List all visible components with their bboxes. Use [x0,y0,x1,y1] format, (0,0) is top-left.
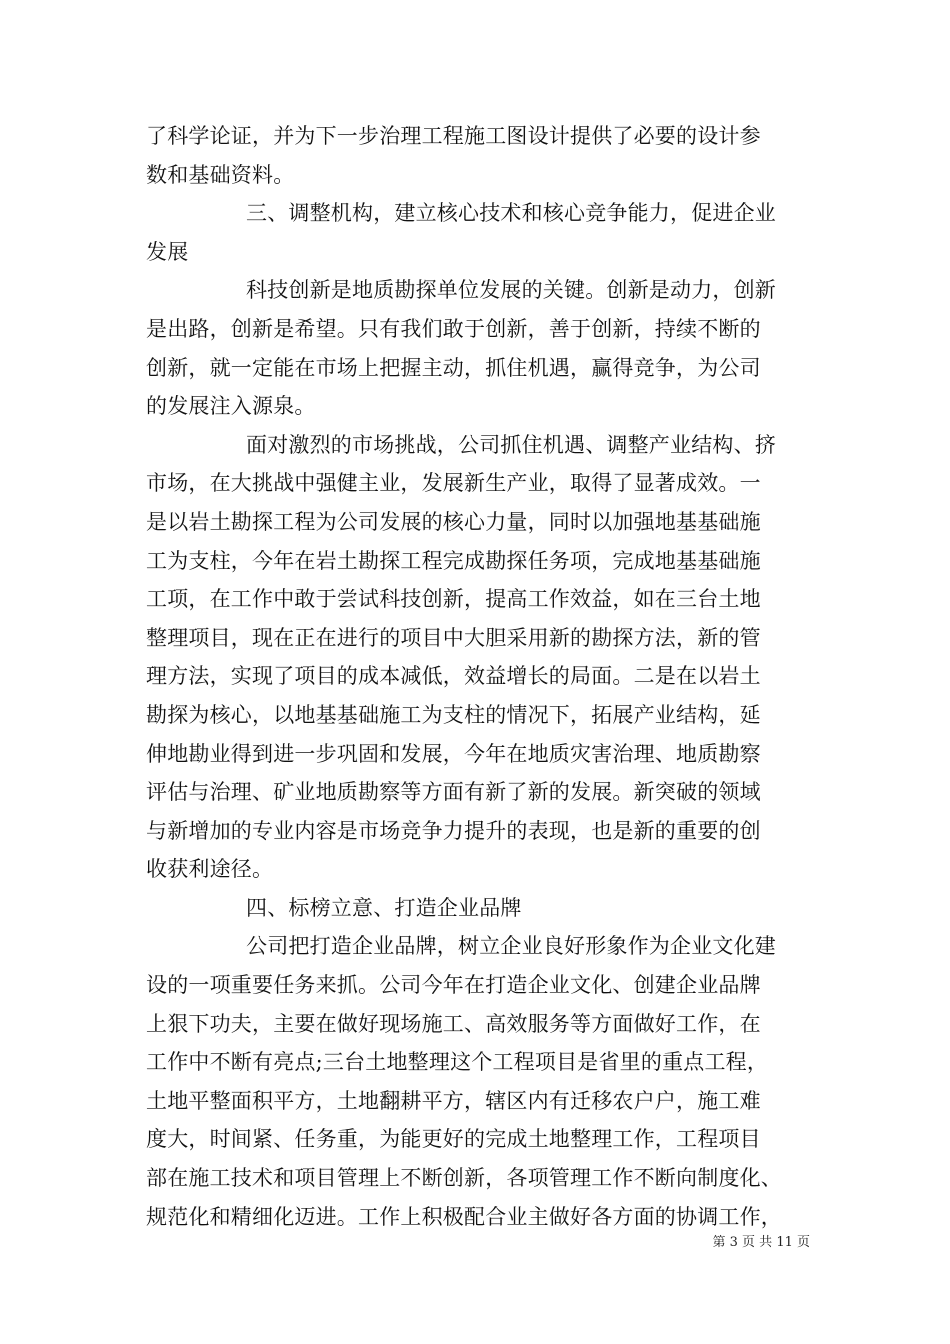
text-line: 的发展注入源泉。 [146,394,316,419]
text-line: 创新，就一定能在市场上把握主动，抓住机遇，赢得竞争，为公司 [146,355,761,380]
text-line: 市场，在大挑战中强健主业，发展新生产业，取得了显著成效。一 [146,471,761,496]
text-line: 上狠下功夫，主要在做好现场施工、高效服务等方面做好工作，在 [146,1011,761,1036]
text-line: 发展 [146,239,189,264]
text-line: 数和基础资料。 [146,162,295,187]
text-line: 工项，在工作中敢于尝试科技创新，提高工作效益，如在三台土地 [146,587,761,612]
text-line: 收获利途径。 [146,857,274,882]
text-line: 度大，时间紧、任务重，为能更好的完成土地整理工作，工程项目 [146,1127,761,1152]
page-number: 第 3 页 共 11 页 [712,1235,810,1250]
text-line: 是出路，创新是希望。只有我们敢于创新，善于创新，持续不断的 [146,316,761,341]
text-line: 四、标榜立意、打造企业品牌 [246,895,522,920]
text-line: 部在施工技术和项目管理上不断创新，各项管理工作不断向制度化、 [146,1166,782,1191]
text-line: 评估与治理、矿业地质勘察等方面有新了新的发展。新突破的领域 [146,780,761,805]
document-body [146,117,810,1236]
text-line: 面对激烈的市场挑战，公司抓住机遇、调整产业结构、挤 [246,432,776,457]
text-line: 工作中不断有亮点;三台土地整理这个工程项目是省里的重点工程， [146,1050,769,1075]
text-line: 了科学论证，并为下一步治理工程施工图设计提供了必要的设计参 [146,124,761,148]
text-line: 理方法，实现了项目的成本减低，效益增长的局面。二是在以岩土 [146,664,761,689]
text-line: 勘探为核心，以地基基础施工为支柱的情况下，拓展产业结构，延 [146,702,761,727]
text-line: 土地平整面积平方，土地翻耕平方，辖区内有迁移农户户，施工难 [146,1088,761,1113]
text-line: 工为支柱，今年在岩土勘探工程完成勘探任务项，完成地基基础施 [146,548,761,573]
text-line: 三、调整机构，建立核心技术和核心竞争能力，促进企业 [246,201,776,226]
text-line: 设的一项重要任务来抓。公司今年在打造企业文化、创建企业品牌 [146,973,761,998]
text-line: 公司把打造企业品牌，树立企业良好形象作为企业文化建 [246,934,776,959]
text-line: 伸地勘业得到进一步巩固和发展，今年在地质灾害治理、地质勘察 [146,741,761,766]
text-line: 与新增加的专业内容是市场竞争力提升的表现，也是新的重要的创 [146,818,761,843]
text-line: 科技创新是地质勘探单位发展的关键。创新是动力，创新 [246,278,776,303]
text-line: 整理项目，现在正在进行的项目中大胆采用新的勘探方法，新的管 [146,625,761,650]
text-line: 是以岩土勘探工程为公司发展的核心力量，同时以加强地基基础施 [146,509,761,534]
text-line: 规范化和精细化迈进。工作上积极配合业主做好各方面的协调工作， [146,1204,782,1229]
